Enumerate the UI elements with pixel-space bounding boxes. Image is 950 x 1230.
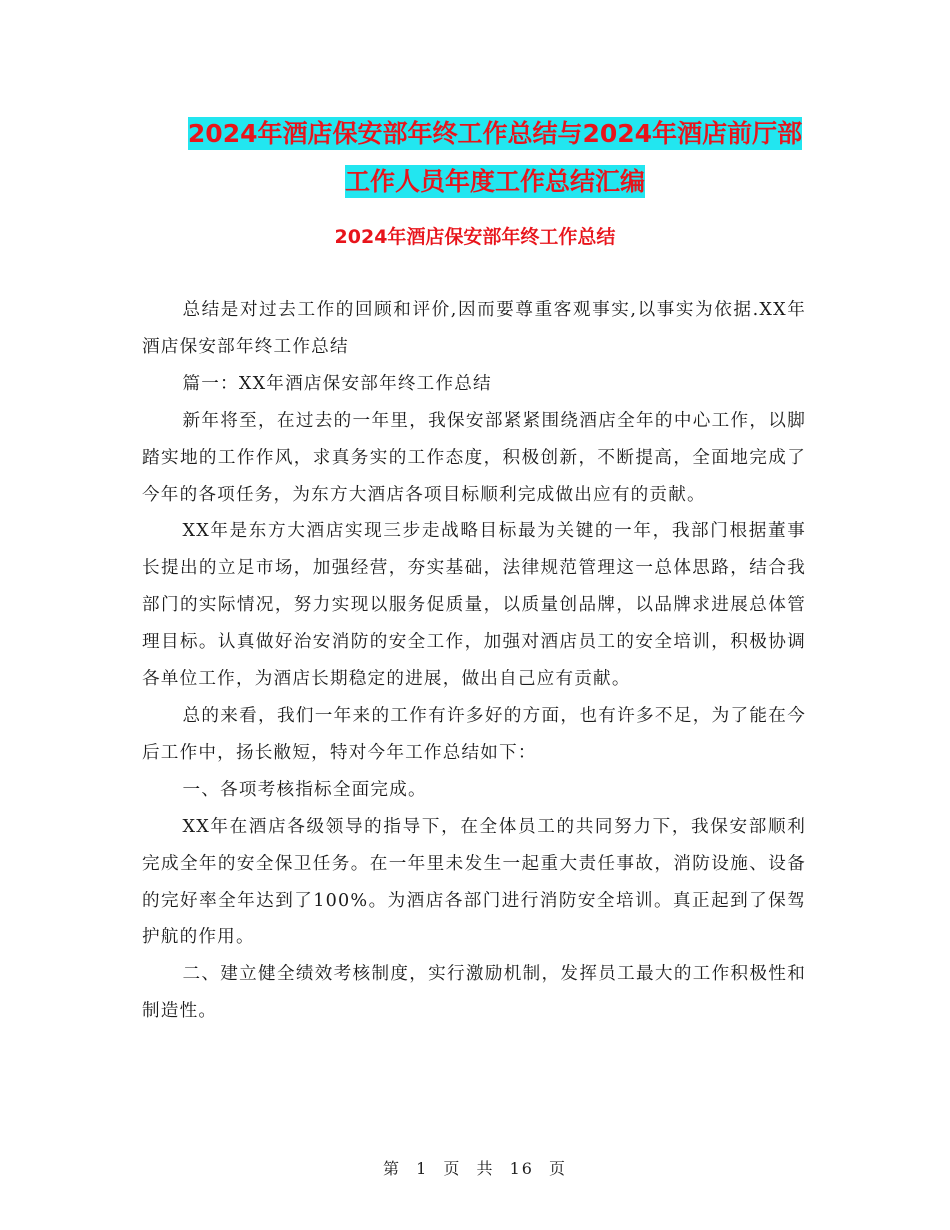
document-body — [142, 292, 806, 1030]
paragraph: 总的来看，我们一年来的工作有许多好的方面，也有许多不足，为了能在今后工作中，扬长敝短，特对今年工作总结如下： — [142, 705, 806, 763]
page-footer — [0, 1156, 950, 1179]
page-unit: 页 — [443, 1159, 462, 1178]
paragraph: 一、各项考核指标全面完成。 — [182, 779, 427, 800]
title-line-2: 工作人员年度工作总结汇编 — [344, 167, 645, 196]
paragraph: 篇一：XX年酒店保安部年终工作总结 — [182, 373, 492, 394]
paragraph: 总结是对过去工作的回顾和评价,因而要尊重客观事实,以事实为依据.XX年酒店保安部年终工作总结 — [142, 300, 806, 357]
document-title — [140, 110, 850, 206]
section-title: 2024年酒店保安部年终工作总结 — [334, 226, 616, 248]
total-label: 共 — [476, 1159, 495, 1178]
paragraph: XX年在酒店各级领导的指导下，在全体员工的共同努力下，我保安部顺利完成全年的安全保卫任务。在一年里未发生一起重大责任事故，消防设施、设备的完好率全年达到了100%。为酒店各部门进行消防安全培训。真正起到了保驾护航的作用。 — [142, 816, 806, 948]
page-label: 第 — [382, 1159, 401, 1178]
title-line-1: 2024年酒店保安部年终工作总结与2024年酒店前厅部 — [187, 119, 803, 148]
paragraph: XX年是东方大酒店实现三步走战略目标最为关键的一年，我部门根据董事长提出的立足市场，加强经营，夯实基础，法律规范管理这一总体思路，结合我部门的实际情况，努力实现以服务促质量，以质量创品牌，以品牌求进展总体管理目标。认真做好治安消防的安全工作，加强对酒店员工的安全培训，积极协调各单位工作，为酒店长期稳定的进展，做出自己应有贡献。 — [142, 521, 806, 690]
total-unit: 页 — [549, 1159, 568, 1178]
page-number: 1 — [416, 1159, 429, 1178]
paragraph: 二、建立健全绩效考核制度，实行激励机制，发挥员工最大的工作积极性和制造性。 — [142, 964, 806, 1022]
total-pages: 16 — [509, 1159, 534, 1178]
paragraph: 新年将至，在过去的一年里，我保安部紧紧围绕酒店全年的中心工作，以脚踏实地的工作作风，求真务实的工作态度，积极创新，不断提高，全面地完成了今年的各项任务，为东方大酒店各项目标顺利完成做出应有的贡献。 — [142, 410, 806, 505]
